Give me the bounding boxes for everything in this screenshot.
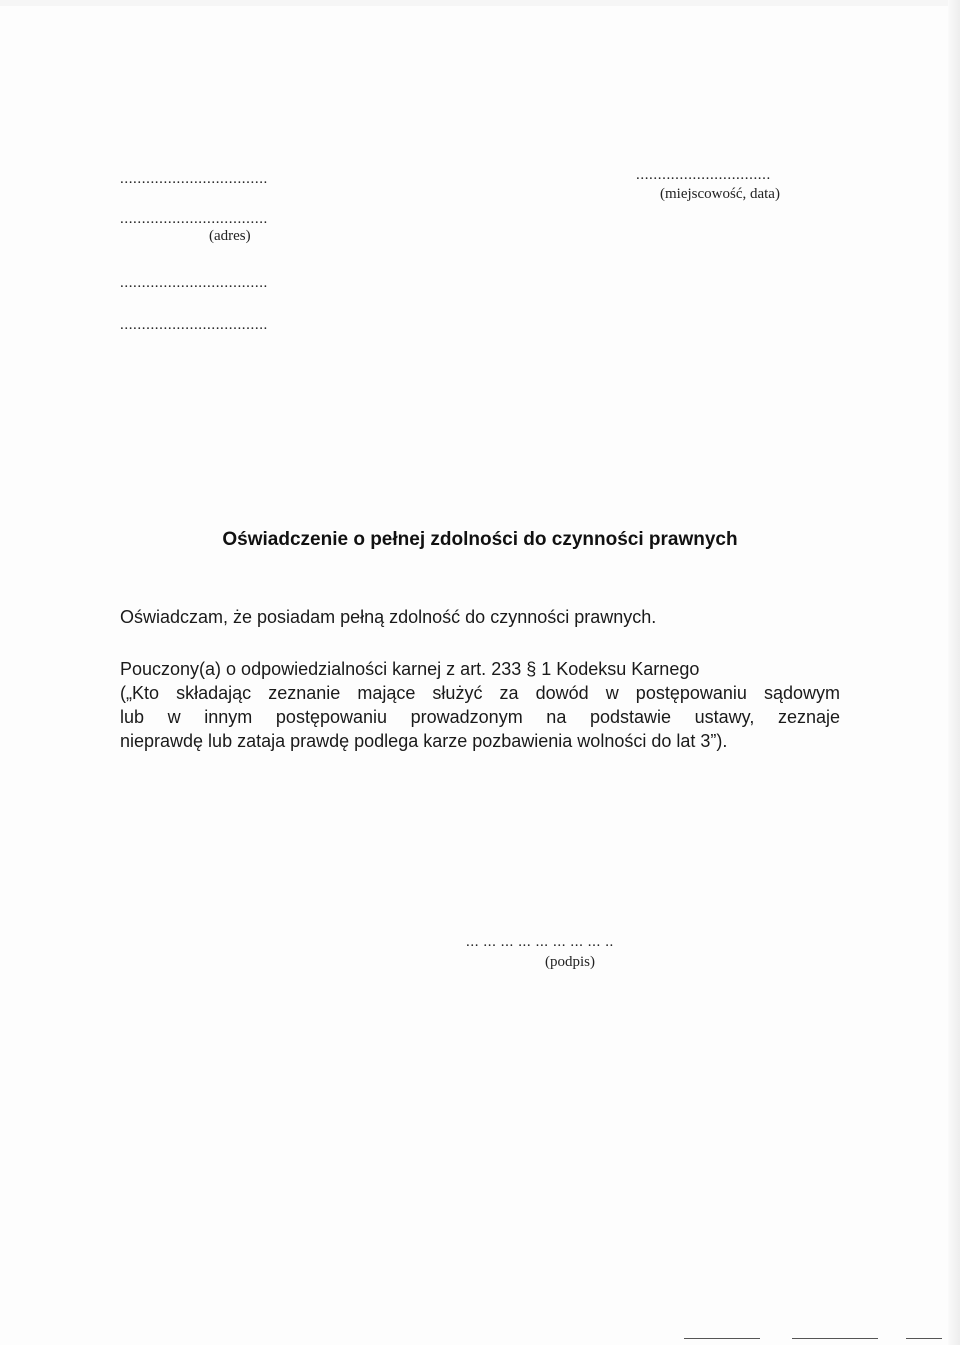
- signature-label: (podpis): [545, 954, 595, 970]
- scan-rule-end: [906, 1338, 942, 1339]
- statement-text: Oświadczam, że posiadam pełną zdolność do czynności prawnych.: [120, 607, 657, 627]
- address-dots-line-2: ..................................: [120, 211, 268, 227]
- address-dots-line-1: ..................................: [120, 171, 268, 187]
- document-title: Oświadczenie o pełnej zdolności do czynności prawnych: [222, 529, 738, 550]
- scan-edge-top: [0, 0, 960, 6]
- extra-dots-line-1: ..................................: [120, 275, 268, 291]
- instruction-line-3: lub w innym postępowaniu prowadzonym na podstawie ustawy, zeznaje: [120, 707, 840, 727]
- instruction-line-1: Pouczony(a) o odpowiedzialności karnej z art. 233 § 1 Kodeksu Karnego: [120, 659, 700, 679]
- scan-rule-right: [792, 1338, 878, 1339]
- place-date-label: (miejscowość, data): [660, 186, 780, 202]
- instruction-line-4: nieprawdę lub zataja prawdę podlega karze pozbawienia wolności do lat 3”).: [120, 731, 728, 751]
- address-label: (adres): [209, 228, 251, 244]
- signature-dots: ... ... ... ... ... ... ... ... ..: [466, 934, 614, 950]
- instruction-paragraph: [120, 657, 840, 753]
- place-date-dots: ...............................: [636, 167, 771, 183]
- scan-rule-left: [684, 1338, 760, 1339]
- extra-dots-line-2: ..................................: [120, 317, 268, 333]
- scan-edge-right: [948, 0, 960, 1345]
- instruction-line-2: („Kto składając zeznanie mające służyć za dowód w postępowaniu sądowym: [120, 683, 840, 703]
